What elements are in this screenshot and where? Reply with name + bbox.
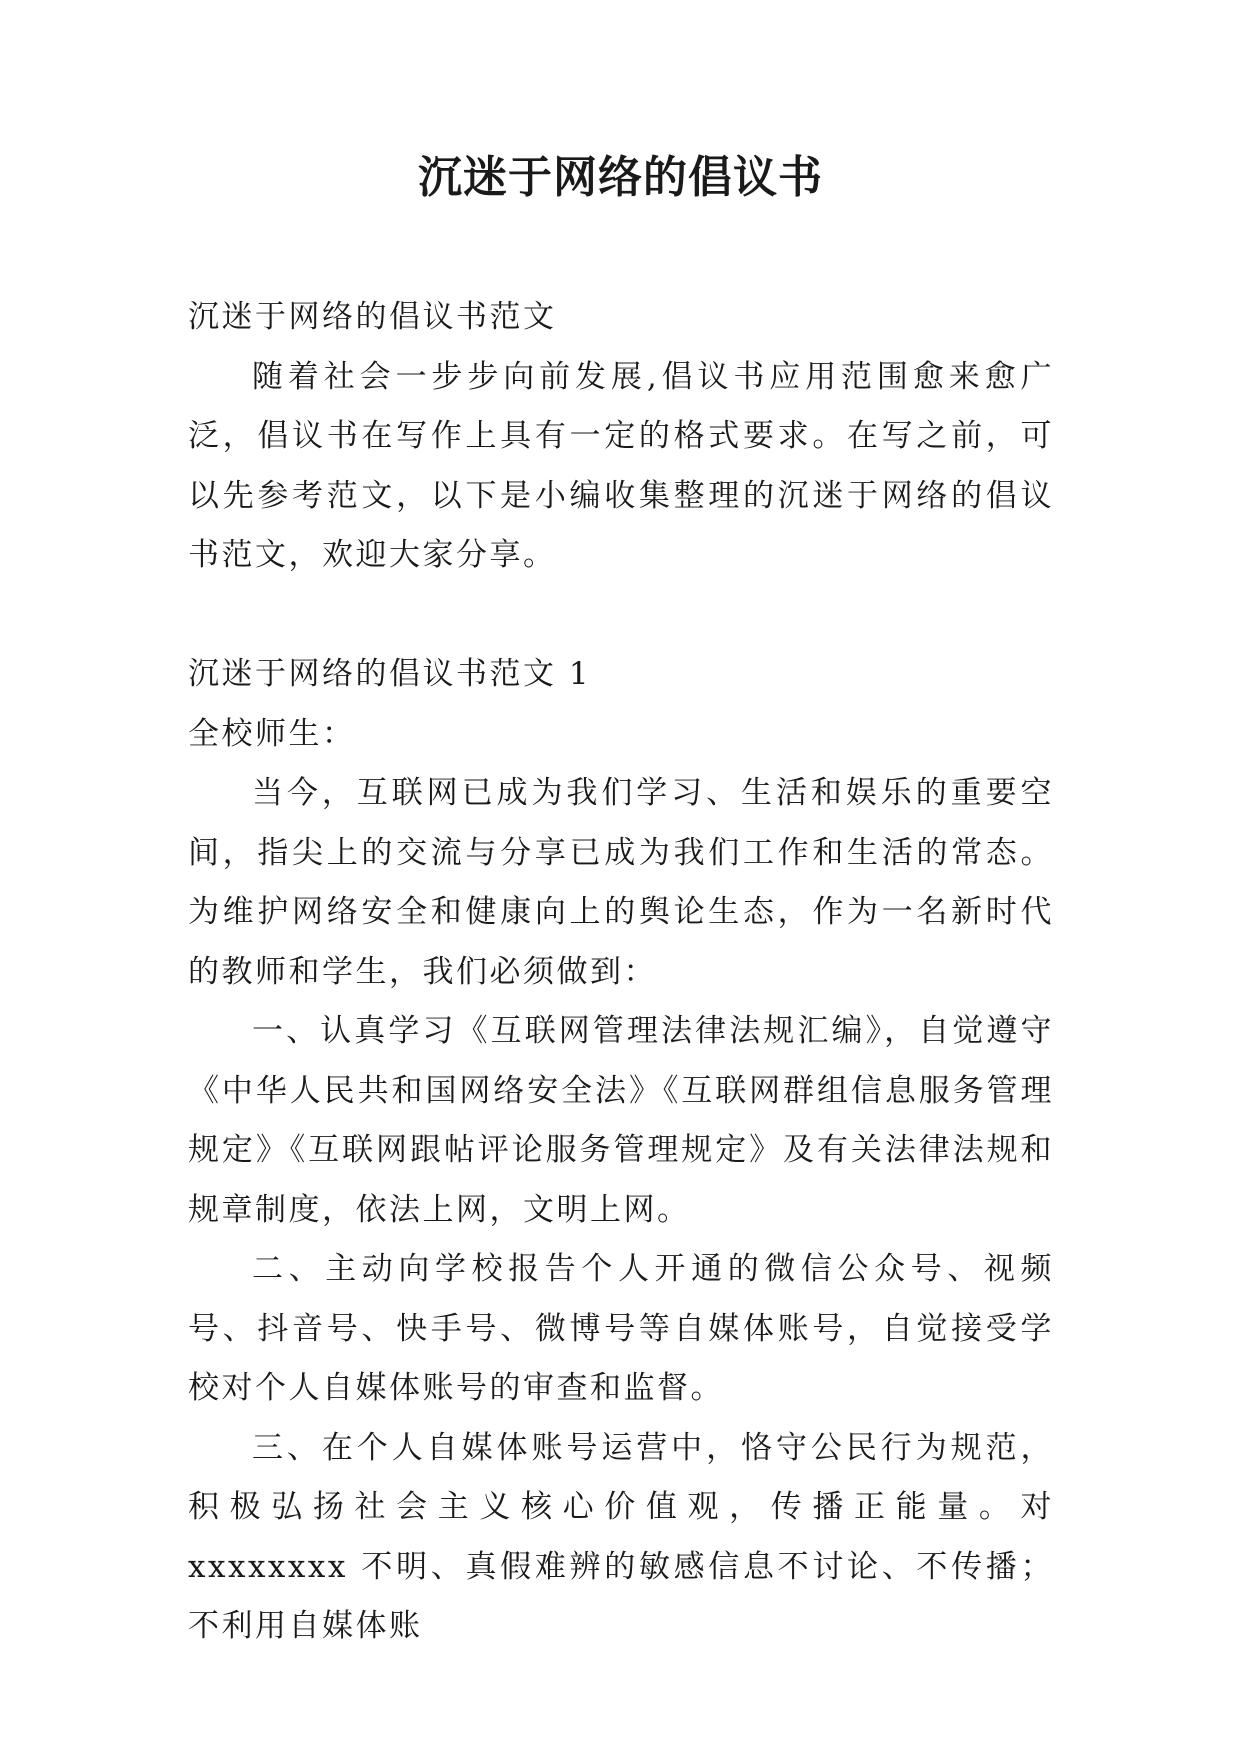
document-body [188,288,1054,1657]
document-title: 沉迷于网络的倡议书 [418,152,823,203]
salutation: 全校师生： [188,715,356,752]
section-heading: 沉迷于网络的倡议书范文 1 [188,656,592,692]
intro-paragraph: 随着社会一步步向前发展,倡议书应用范围愈来愈广泛，倡议书在写作上具有一定的格式要求。在写之前，可以先参考范文，以下是小编收集整理的沉迷于网络的倡议书范文，欢迎大家分享。 [188,358,1054,573]
document-subtitle: 沉迷于网络的倡议书范文 [188,299,557,335]
body-paragraph: 一、认真学习《互联网管理法律法规汇编》，自觉遵守《中华人民共和国网络安全法》《互联网群组信息服务管理规定》《互联网跟帖评论服务管理规定》及有关法律法规和规章制度，依法上网，文明上网。 [188,1013,1054,1228]
body-paragraph: 当今，互联网已成为我们学习、生活和娱乐的重要空间，指尖上的交流与分享已成为我们工作和生活的常态。为维护网络安全和健康向上的舆论生态，作为一名新时代的教师和学生，我们必须做到： [188,775,1054,990]
paragraph-spacer [188,586,1054,646]
body-paragraph: 二、主动向学校报告个人开通的微信公众号、视频号、抖音号、快手号、微博号等自媒体账号，自觉接受学校对个人自媒体账号的审查和监督。 [188,1251,1054,1406]
body-paragraph: 三、在个人自媒体账号运营中，恪守公民行为规范，积极弘扬社会主义核心价值观，传播正能量。对 xxxxxxxx 不明、真假难辨的敏感信息不讨论、不传播；不利用自媒体账 [188,1429,1054,1644]
